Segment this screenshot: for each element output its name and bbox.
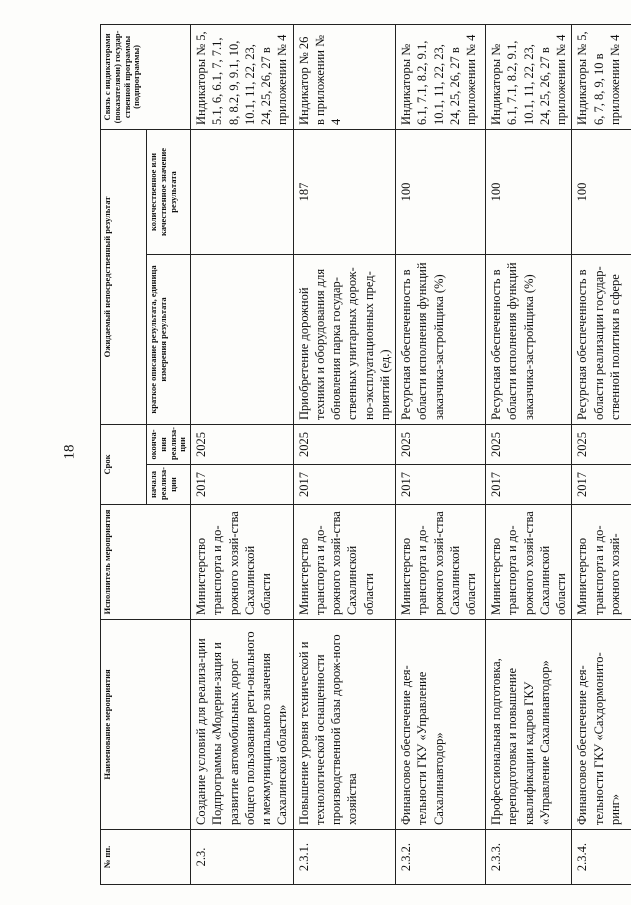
row-start: 2017	[293, 465, 396, 505]
row-desc: Ресурсная обеспеченность в области исполнения функций заказчика-застройщика (%)	[486, 254, 572, 424]
row-desc	[191, 254, 294, 424]
page-number: 18	[61, 444, 78, 460]
row-name: Финансовое обеспечение дея-тельности ГКУ «Управление Сахалинавтодор»	[396, 620, 486, 830]
rotated-page-content	[100, 25, 625, 885]
program-activities-table	[100, 24, 631, 885]
row-num: 2.3.	[191, 830, 294, 885]
row-executor: Министерство транспорта и до-рожного хозяй-ства Сахалинской области	[396, 505, 486, 620]
row-executor: Министерство транспорта и до-рожного хозяй-ства Сахалинской области	[293, 505, 396, 620]
row-end: 2025	[572, 424, 631, 464]
row-link: Индикаторы № 6.1, 7.1, 8.2, 9.1, 10.1, 11, 22, 23, 24, 25, 26, 27 в приложении № 4	[396, 24, 486, 129]
row-executor: Министерство транспорта и до-рожного хозяй-ства Сахалинской области	[486, 505, 572, 620]
row-num: 2.3.3.	[486, 830, 572, 885]
row-num: 2.3.2.	[396, 830, 486, 885]
row-desc: Приобретение дорожной техники и оборудования для обновления парка государ-ственных унитарных дорож-но-эксплуатационных пред-приятий (ед.)	[293, 254, 396, 424]
row-start: 2017	[486, 465, 572, 505]
header-start: начала реализа-ции	[147, 465, 191, 505]
header-value: количественное или качественное значение результата	[147, 129, 191, 254]
row-end: 2025	[396, 424, 486, 464]
header-expected: Ожидаемый непосредственный результат	[101, 129, 147, 424]
header-name: Наименование мероприятия	[101, 620, 191, 830]
row-value: 100	[396, 129, 486, 254]
table-row	[396, 24, 486, 884]
table-row	[486, 24, 572, 884]
row-desc: Ресурсная обеспеченность в области реализации государ-ственной политики в сфере	[572, 254, 631, 424]
row-executor: Министерство транспорта и до-рожного хозяй-ства Сахалинской области	[191, 505, 294, 620]
row-link: Индикатор № 26 в приложении № 4	[293, 24, 396, 129]
row-name: Профессиональная подготовка, переподготовка и повышение квалификации кадров ГКУ «Управление Сахалинавтодор»	[486, 620, 572, 830]
row-value: 187	[293, 129, 396, 254]
row-start: 2017	[572, 465, 631, 505]
row-start: 2017	[396, 465, 486, 505]
row-value: 100	[486, 129, 572, 254]
row-link: Индикаторы № 5, 6, 7, 8, 9, 10 в приложении № 4	[572, 24, 631, 129]
header-num: № пп.	[101, 830, 191, 885]
table-row	[572, 24, 631, 884]
row-num: 2.3.4.	[572, 830, 631, 885]
row-value	[191, 129, 294, 254]
row-start: 2017	[191, 465, 294, 505]
row-name: Создание условий для реализа-ции Подпрограммы «Модерни-зация и развитие автомобильных дорог общего пользования реги-онального и межмуниципального значения Сахалинской области»	[191, 620, 294, 830]
header-end: оконча-ния реализа-ции	[147, 424, 191, 464]
header-executor: Исполнитель мероприятия	[101, 505, 191, 620]
row-value: 100	[572, 129, 631, 254]
row-end: 2025	[293, 424, 396, 464]
header-term: Срок	[101, 424, 147, 504]
row-name: Повышение уровня технической и технологической оснащенности производственной базы дорож-ного хозяйства	[293, 620, 396, 830]
row-link: Индикаторы № 5, 5.1, 6, 6.1, 7, 7.1, 8, 8.2, 9, 9.1, 10, 10.1, 11, 22, 23, 24, 25, 26, 27 в приложении № 4	[191, 24, 294, 129]
row-num: 2.3.1.	[293, 830, 396, 885]
table-row	[191, 24, 294, 884]
header-desc: краткое описание результата, единица измерения результата	[147, 254, 191, 424]
header-link: Связь с индикаторами (показателями) государ-ственной программы (подпрограммы)	[101, 24, 191, 129]
row-desc: Ресурсная обеспеченность в области исполнения функций заказчика-застройщика (%)	[396, 254, 486, 424]
row-end: 2025	[486, 424, 572, 464]
row-end: 2025	[191, 424, 294, 464]
row-name: Финансовое обеспечение дея-тельности ГКУ «Сахдормонито-ринг»	[572, 620, 631, 830]
row-link: Индикаторы № 6.1, 7.1, 8.2, 9.1, 10.1, 11, 22, 23, 24, 25, 26, 27 в приложении № 4	[486, 24, 572, 129]
table-row	[293, 24, 396, 884]
row-executor: Министерство транспорта и до-рожного хозяй-	[572, 505, 631, 620]
